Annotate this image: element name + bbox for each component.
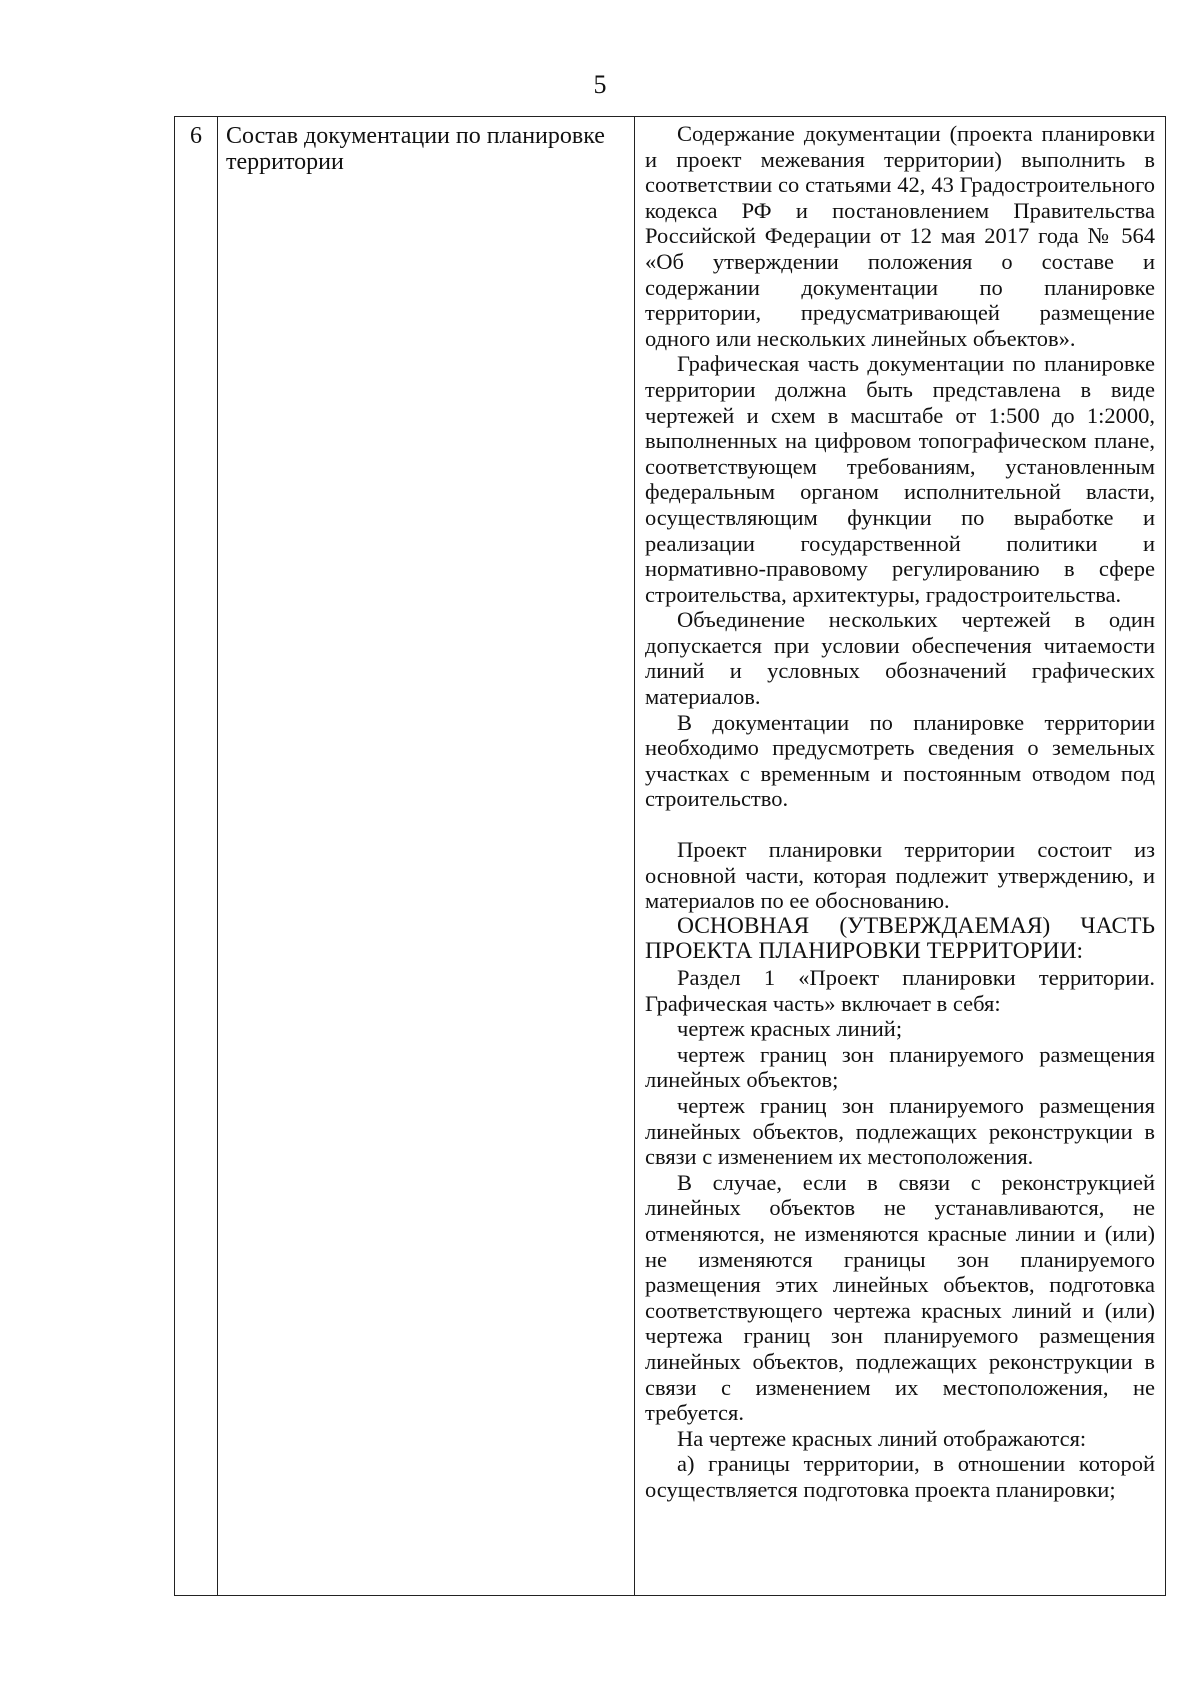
- paragraph-project-composition: Проект планировки территории состоит из основной части, которая подлежит утверждению, и материалов по ее обоснованию.: [645, 837, 1155, 914]
- paragraph-merging-drawings: Объединение нескольких чертежей в один допускается при условии обеспечения читаемости линий и условных обозначений графических материалов.: [645, 607, 1155, 710]
- paragraph-red-lines-display: На чертеже красных линий отображаются:: [677, 1425, 1087, 1451]
- row-name-cell: Состав документации по планировке территории: [218, 117, 635, 1595]
- section-heading-main-part: ОСНОВНАЯ (УТВЕРЖДАЕМАЯ) ЧАСТЬ ПРОЕКТА ПЛАНИРОВКИ ТЕРРИТОРИИ:: [645, 912, 1155, 965]
- paragraph-graphic-part: Графическая часть документации по планировке территории должна быть представлена в виде чертежей и схем в масштабе от 1:500 до 1:2000, выполненных на цифровом топографическом плане, соответствующем требованиям, установленным федеральным органом исполнительной власти, осуществляющим функции по выработке и реализации государственной политики и нормативно-правовому регулированию в сфере строительства, архитектуры, градостроительства.: [645, 351, 1155, 607]
- list-item-zones-drawing: чертеж границ зон планируемого размещения линейных объектов;: [645, 1041, 1155, 1093]
- paragraph-land-plots: В документации по планировке территории необходимо предусмотреть сведения о земельных участках с временным и постоянным отводом под строительство.: [645, 709, 1155, 812]
- paragraph-section-1: Раздел 1 «Проект планировки территории. Графическая часть» включает в себя:: [645, 965, 1155, 1016]
- paragraph-reconstruction-case: В случае, если в связи с реконструкцией линейных объектов не устанавливаются, не отменяются, не изменяются красные линии и (или) не изменяются границы зон планируемого размещения этих линейных объектов, подготовка соответствующего чертежа красных линий и (или) чертежа границ зон планируемого размещения линейных объектов, подлежащих реконструкции в связи с изменением их местоположения, не требуется.: [645, 1169, 1155, 1426]
- page-number: 5: [593, 70, 607, 99]
- row-content-cell: [635, 117, 1165, 1595]
- row-number-cell: 6: [175, 117, 218, 1595]
- paragraph-content-requirements: Содержание документации (проекта планировки и проект межевания территории) выполнить в соответствии со статьями 42, 43 Градостроительного кодекса РФ и постановлением Правительства Российской Федерации от 12 мая 2017 года № 564 «Об утверждении положения о составе и содержании документации по планировке территории, предусматривающей размещение одного или нескольких линейных объектов».: [645, 121, 1155, 351]
- list-item-reconstruction-zones-drawing: чертеж границ зон планируемого размещения линейных объектов, подлежащих реконструкции в связи с изменением их местоположения.: [645, 1092, 1155, 1170]
- requirements-table: [174, 116, 1166, 1596]
- list-item-red-lines-drawing: чертеж красных линий;: [677, 1016, 903, 1042]
- list-item-territory-boundaries: а) границы территории, в отношении которой осуществляется подготовка проекта планировки;: [645, 1451, 1155, 1502]
